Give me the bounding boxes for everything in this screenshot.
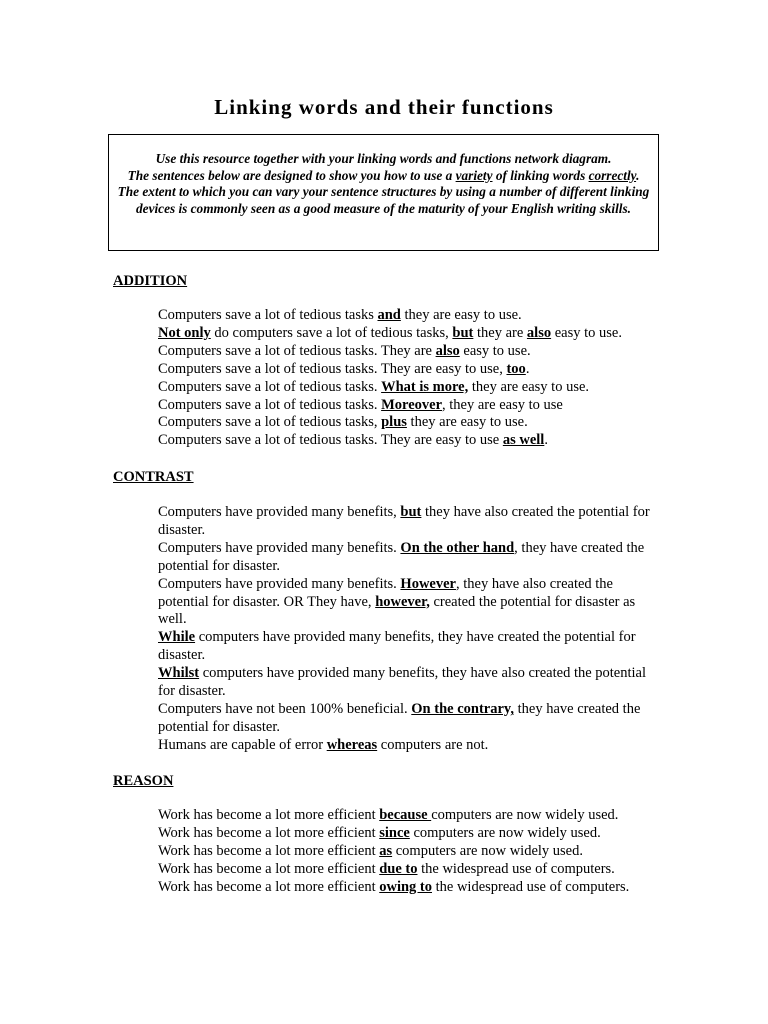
intro-box (108, 134, 659, 251)
linking-word: due to (379, 860, 418, 877)
sentence-list-addition (158, 307, 658, 450)
sentence: Computers save a lot of tedious tasks. What is more, they are easy to use. (158, 378, 590, 395)
sentence: Work has become a lot more efficient as computers are now widely used. (158, 842, 583, 859)
section-heading-reason: REASON (113, 773, 174, 789)
section-heading-contrast: CONTRAST (113, 469, 194, 485)
sentence: Work has become a lot more efficient since computers are now widely used. (158, 824, 601, 841)
sentence: Work has become a lot more efficient because computers are now widely used. (158, 807, 619, 823)
sentence: Computers have provided many benefits, but they have also created the potential for disaster. (158, 504, 650, 538)
linking-word: too (506, 360, 526, 377)
sentence: While computers have provided many benefits, they have created the potential for disaster. (158, 629, 636, 664)
linking-word: plus (381, 414, 407, 431)
intro-emphasis-correctly: correctly (588, 167, 637, 183)
linking-word: also (526, 324, 552, 341)
linking-word: as well (502, 432, 545, 449)
sentence: Computers have provided many benefits. On the other hand, they have created the potential for disaster. (158, 539, 645, 574)
intro-text: The extent to which you can vary your sentence structures by using a number of different linking devices is commonly seen as a good measure of the maturity of your English writing skills. (117, 184, 650, 216)
sentence: Computers have not been 100% beneficial. On the contrary, they have created the potential for disaster. (158, 700, 641, 735)
linking-word: whereas (326, 736, 378, 753)
sentence: Work has become a lot more efficient due to the widespread use of computers. (158, 860, 615, 877)
linking-word: however, (375, 593, 430, 610)
linking-word: and (377, 307, 401, 323)
linking-word: but (452, 324, 474, 341)
linking-word: owing to (379, 878, 432, 895)
linking-word: because (379, 807, 432, 823)
linking-word: as (379, 842, 393, 859)
sentence: Not only do computers save a lot of tedious tasks, but they are also easy to use. (158, 324, 622, 341)
linking-word: Moreover (381, 396, 443, 413)
intro-text: Use this resource together with your linking words and functions network diagram. (155, 151, 612, 166)
linking-word: However (400, 575, 456, 592)
sentence: Computers save a lot of tedious tasks, plus they are easy to use. (158, 414, 528, 431)
sentence: Work has become a lot more efficient owing to the widespread use of computers. (158, 878, 630, 895)
linking-word: On the other hand (400, 539, 515, 556)
linking-word: but (400, 504, 422, 520)
intro-line-2 (117, 168, 650, 185)
document-title: Linking words and their functions (214, 95, 554, 119)
linking-word: Whilst (158, 665, 200, 682)
intro-text: . (636, 167, 640, 183)
sentence: Computers save a lot of tedious tasks. They are easy to use, too. (158, 360, 530, 377)
intro-text: of linking words (492, 167, 589, 183)
intro-emphasis-variety: variety (455, 167, 493, 183)
intro-text: The sentences below are designed to show you how to use a (127, 167, 456, 183)
sentence: Humans are capable of error whereas computers are not. (158, 736, 489, 753)
linking-word: What is more, (381, 378, 469, 395)
sentence: Computers save a lot of tedious tasks. They are also easy to use. (158, 342, 531, 359)
sentence-list-reason (158, 807, 658, 897)
intro-line-3 (117, 184, 650, 217)
sentence: Computers save a lot of tedious tasks and they are easy to use. (158, 307, 522, 323)
sentence: Whilst computers have provided many benefits, they have also created the potential for disaster. (158, 665, 647, 700)
linking-word: also (435, 342, 460, 359)
sentence: Computers have provided many benefits. However, they have also created the potential for disaster. OR They have, however, created the potential for disaster as well. (158, 575, 636, 628)
sentence: Computers save a lot of tedious tasks. Moreover, they are easy to use (158, 396, 563, 413)
section-heading-addition: ADDITION (113, 273, 188, 289)
linking-word: since (379, 824, 410, 841)
sentence-list-contrast (158, 504, 658, 755)
sentence: Computers save a lot of tedious tasks. They are easy to use as well. (158, 432, 548, 449)
linking-word: Not only (158, 324, 211, 341)
linking-word: While (158, 629, 196, 646)
intro-line-1 (117, 151, 650, 168)
linking-word: On the contrary, (411, 700, 514, 717)
